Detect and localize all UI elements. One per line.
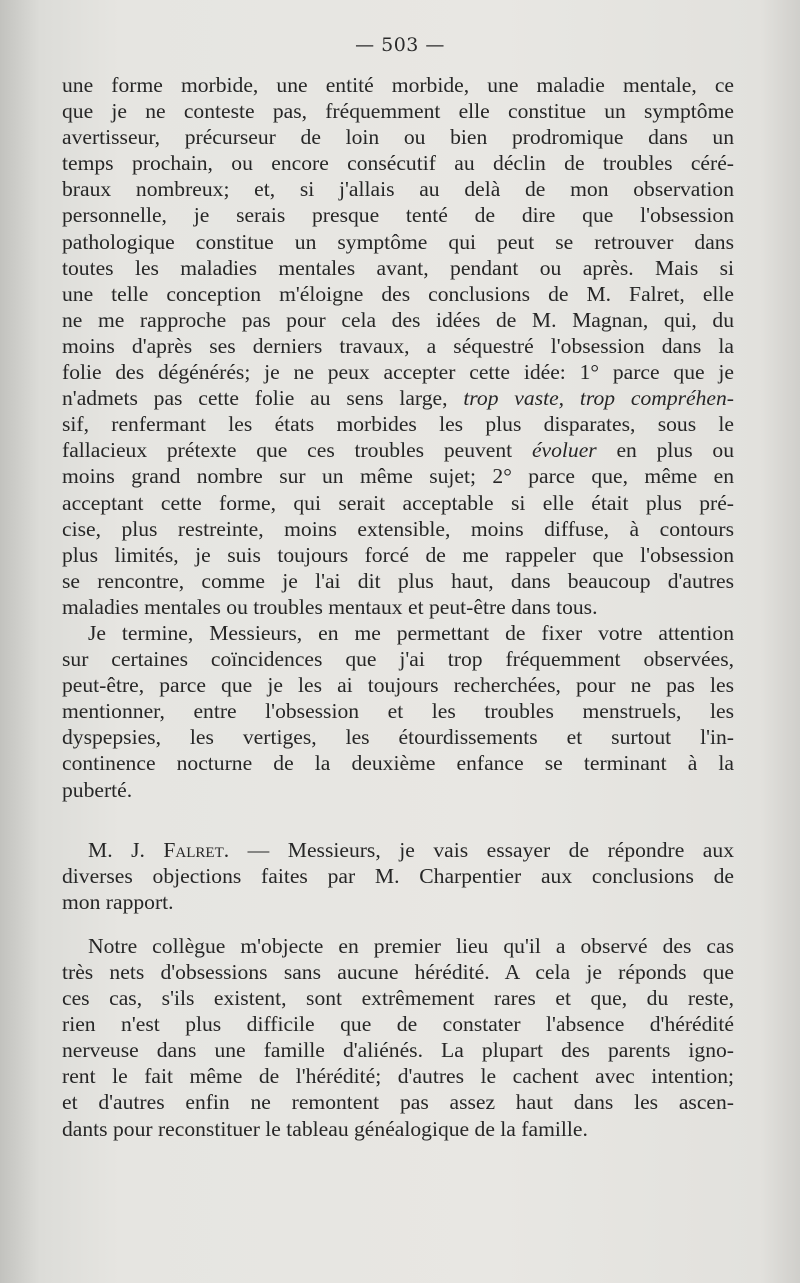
text-line-with-italic (62, 385, 734, 411)
paragraph-1 (62, 72, 734, 620)
text-line: rien n'est plus difficile que de constater l'absence d'hérédité (62, 1012, 734, 1037)
text-line: continence nocturne de la deuxième enfance se terminant à la (62, 751, 734, 776)
text-line: dyspepsies, les vertiges, les étourdissements et surtout l'in- (62, 725, 734, 750)
paragraph-gap (62, 915, 734, 933)
text-line: puberté. (62, 777, 133, 802)
italic-phrase: trop vaste, trop compréhen- (463, 386, 735, 411)
text-line: se rencontre, comme je l'ai dit plus haut, dans beaucoup d'autres (62, 568, 734, 593)
speaker-line (62, 837, 734, 863)
text-line: ces cas, s'ils existent, sont extrêmement rares et que, du reste, (62, 986, 734, 1011)
text-run: — Messieurs, je vais essayer de répondre aux (229, 837, 734, 862)
paragraph-3 (62, 837, 734, 915)
text-line-with-italic (62, 437, 734, 463)
text-line: personnelle, je serais presque tenté de dire que l'obsession (62, 203, 734, 228)
text-line: acceptant cette forme, qui serait acceptable si elle était plus pré- (62, 490, 734, 515)
text-line: moins grand nombre sur un même sujet; 2° parce que, même en (62, 464, 734, 489)
text-line: avertisseur, précurseur de loin ou bien prodromique dans un (62, 125, 734, 150)
text-line: moins d'après ses derniers travaux, a séquestré l'obsession dans la (62, 333, 734, 358)
italic-word: évoluer (531, 438, 597, 463)
text-line: sur certaines coïncidences que j'ai trop fréquemment observées, (62, 647, 734, 672)
page-number: — 503 — (355, 34, 445, 56)
text-line: Notre collègue m'objecte en premier lieu qu'il a observé des cas (88, 933, 734, 958)
text-line: braux nombreux; et, si j'allais au delà de mon observation (62, 177, 734, 202)
text-line: maladies mentales ou troubles mentaux et peut-être dans tous. (62, 594, 598, 619)
text-line: plus limités, je suis toujours forcé de me rappeler que l'obsession (62, 542, 734, 567)
text-line: Je termine, Messieurs, en me permettant de fixer votre attention (88, 620, 734, 645)
text-line: rent le fait même de l'hérédité; d'autres le cachent avec intention; (62, 1064, 734, 1089)
body-text (62, 72, 734, 1142)
text-line: sif, renfermant les états morbides les plus disparates, sous le (62, 412, 734, 437)
text-line: toutes les maladies mentales avant, pendant ou après. Mais si (62, 255, 734, 280)
text-line: diverses objections faites par M. Charpentier aux conclusions de (62, 863, 734, 888)
text-line: une telle conception m'éloigne des conclusions de M. Falret, elle (62, 281, 734, 306)
text-line: que je ne conteste pas, fréquemment elle constitue un symptôme (62, 99, 734, 124)
text-line: ne me rapproche pas pour cela des idées de M. Magnan, qui, du (62, 307, 734, 332)
paragraph-2 (62, 620, 734, 803)
speaker-name: Falret. (163, 837, 230, 862)
text-line: pathologique constitue un symptôme qui peut se retrouver dans (62, 229, 734, 254)
text-line: mentionner, entre l'obsession et les troubles menstruels, les (62, 699, 734, 724)
text-line: très nets d'obsessions sans aucune hérédité. A cela je réponds que (62, 960, 734, 984)
text-line: cise, plus restreinte, moins extensible, moins diffuse, à contours (62, 516, 734, 541)
text-line: dants pour reconstituer le tableau généalogique de la famille. (62, 1116, 588, 1141)
text-line: peut-être, parce que je les ai toujours recherchées, pour ne pas les (62, 673, 734, 698)
text-run: n'admets pas cette folie au sens large, (62, 386, 464, 411)
text-line: temps prochain, ou encore consécutif au déclin de troubles céré- (62, 151, 734, 176)
section-gap (62, 803, 734, 837)
text-run: fallacieux prétexte que ces troubles peuvent (62, 438, 532, 463)
text-line: mon rapport. (62, 889, 174, 914)
speaker-prefix: M. J. (88, 837, 164, 862)
paragraph-4 (62, 933, 734, 1142)
text-line: nerveuse dans une famille d'aliénés. La plupart des parents igno- (62, 1038, 734, 1063)
text-line: folie des dégénérés; je ne peux accepter cette idée: 1° parce que je (62, 360, 734, 385)
text-run: en plus ou (596, 438, 734, 463)
text-line: une forme morbide, une entité morbide, une maladie mentale, ce (62, 73, 734, 97)
text-line: et d'autres enfin ne remontent pas assez haut dans les ascen- (62, 1090, 734, 1115)
